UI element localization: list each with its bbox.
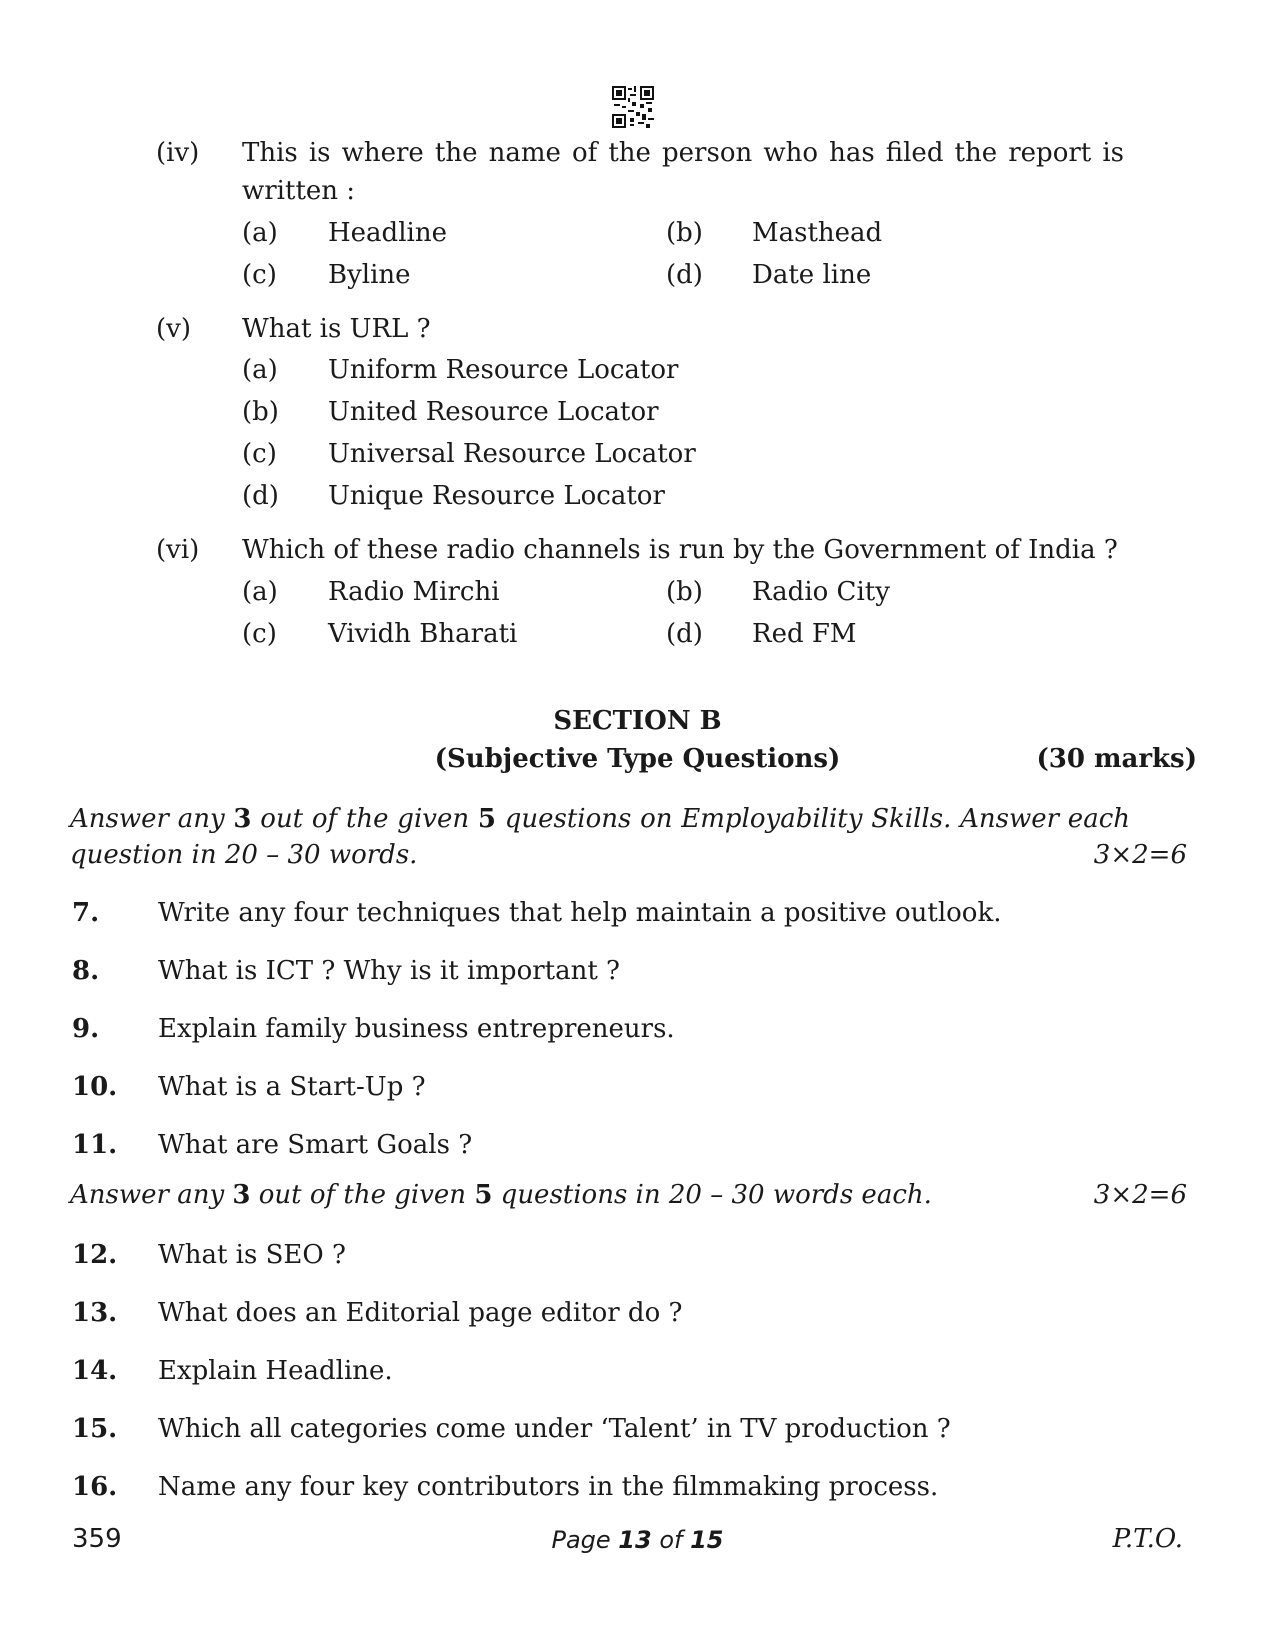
instruction-text: questions in 20 – 30 words each. — [492, 1180, 932, 1210]
option-label: (d) — [666, 619, 703, 649]
mcq-question-text: Which of these radio channels is run by the Government of India ? — [242, 535, 1118, 565]
qr-code-icon — [612, 86, 654, 128]
question-number: 8. — [72, 956, 100, 986]
pto-label: P.T.O. — [1112, 1524, 1183, 1554]
question-text: What is SEO ? — [158, 1240, 346, 1270]
option-text: Byline — [328, 260, 411, 290]
option-text: Uniform Resource Locator — [328, 355, 679, 385]
option-text: Radio City — [752, 577, 890, 607]
question-text: What is a Start-Up ? — [158, 1072, 426, 1102]
question-number: 7. — [72, 898, 100, 928]
option-text: Vividh Bharati — [328, 619, 518, 649]
instruction-line — [70, 804, 1130, 834]
instruction-text: Answer any — [70, 1180, 233, 1210]
section-title: SECTION B — [553, 706, 722, 736]
question-number: 11. — [72, 1130, 118, 1160]
of-word: of — [651, 1526, 691, 1554]
option-text: Radio Mirchi — [328, 577, 500, 607]
option-label: (b) — [242, 397, 279, 427]
section-subtitle: (Subjective Type Questions) — [434, 744, 841, 774]
option-label: (d) — [666, 260, 703, 290]
question-text: Write any four techniques that help maintain a positive outlook. — [158, 898, 1002, 928]
question-text: What are Smart Goals ? — [158, 1130, 473, 1160]
mcq-question-text: What is URL ? — [242, 314, 431, 344]
option-text: Date line — [752, 260, 872, 290]
instruction-marks: 3×2=6 — [1093, 840, 1187, 870]
option-label: (d) — [242, 481, 279, 511]
instruction-marks: 3×2=6 — [1093, 1180, 1187, 1210]
mcq-question-text-cont: written : — [242, 176, 356, 206]
option-label: (b) — [666, 577, 703, 607]
option-label: (c) — [242, 439, 277, 469]
page-indicator — [0, 1526, 1275, 1554]
section-marks: (30 marks) — [1036, 744, 1197, 774]
option-label: (c) — [242, 260, 277, 290]
option-text: Universal Resource Locator — [328, 439, 696, 469]
instruction-text: out of the given — [251, 804, 478, 834]
option-label: (a) — [242, 577, 278, 607]
option-label: (a) — [242, 355, 278, 385]
option-text: Headline — [328, 218, 447, 248]
instruction-text: Answer any — [70, 804, 234, 834]
page-word: Page — [551, 1526, 619, 1554]
question-number: 12. — [72, 1240, 118, 1270]
instruction-text: out of the given — [250, 1180, 475, 1210]
page-number: 13 — [618, 1526, 652, 1554]
option-text: United Resource Locator — [328, 397, 659, 427]
question-number: 9. — [72, 1014, 100, 1044]
instruction-count: 3 — [233, 804, 252, 834]
mcq-number: (iv) — [156, 138, 200, 168]
instruction-text: questions on Employability Skills. Answer each — [495, 804, 1131, 834]
mcq-question-text: This is where the name of the person who has filed the report is — [242, 138, 1124, 168]
instruction-count: 5 — [477, 804, 496, 834]
option-text: Unique Resource Locator — [328, 481, 665, 511]
instruction-count: 5 — [474, 1180, 493, 1210]
question-number: 13. — [72, 1298, 118, 1328]
question-number: 15. — [72, 1414, 118, 1444]
mcq-number: (vi) — [156, 535, 200, 565]
instruction-line-cont: question in 20 – 30 words. — [70, 840, 418, 870]
question-text: What does an Editorial page editor do ? — [158, 1298, 683, 1328]
option-label: (a) — [242, 218, 278, 248]
instruction-count: 3 — [232, 1180, 251, 1210]
option-text: Masthead — [752, 218, 883, 248]
question-text: Explain family business entrepreneurs. — [158, 1014, 675, 1044]
question-text: What is ICT ? Why is it important ? — [158, 956, 620, 986]
option-label: (c) — [242, 619, 277, 649]
question-text: Name any four key contributors in the filmmaking process. — [158, 1472, 939, 1502]
question-number: 16. — [72, 1472, 118, 1502]
question-number: 14. — [72, 1356, 118, 1386]
question-number: 10. — [72, 1072, 118, 1102]
option-text: Red FM — [752, 619, 857, 649]
mcq-number: (v) — [156, 314, 191, 344]
question-text: Which all categories come under ‘Talent’ in TV production ? — [158, 1414, 951, 1444]
option-label: (b) — [666, 218, 703, 248]
instruction-line — [70, 1180, 932, 1210]
paper-code: 359 — [72, 1524, 122, 1554]
question-text: Explain Headline. — [158, 1356, 393, 1386]
page-total: 15 — [690, 1526, 724, 1554]
